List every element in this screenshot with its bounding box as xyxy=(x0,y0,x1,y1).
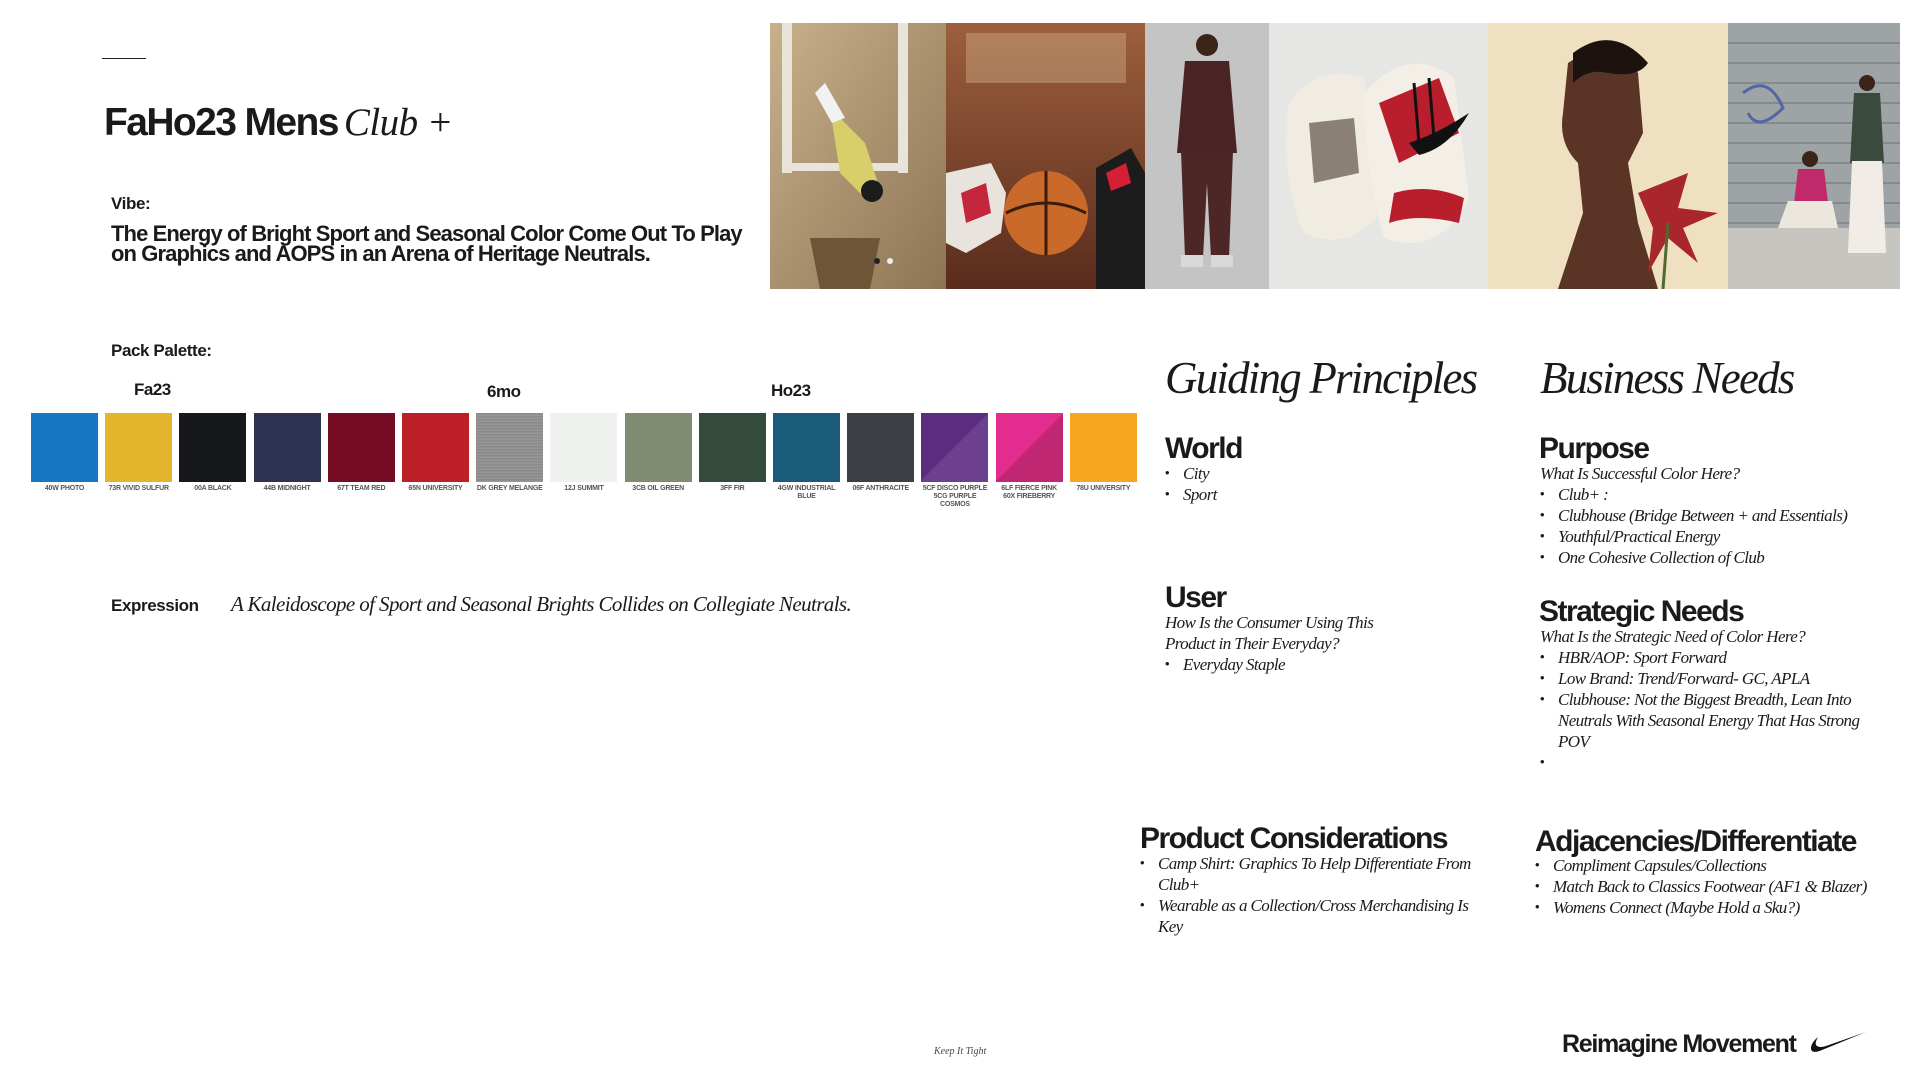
list-item: • Sport xyxy=(1165,484,1465,505)
swatch-label: 00A BLACK xyxy=(194,485,232,492)
list-item: • Clubhouse: Not the Biggest Breadth, Lean Into Neutrals With Seasonal Energy That Has Strong POV xyxy=(1540,689,1890,752)
list-item: • Everyday Staple xyxy=(1165,654,1465,675)
swatch-label: 5CF DISCO PURPLE 5CG PURPLE COSMOS xyxy=(922,485,988,508)
page-title xyxy=(104,100,453,145)
purpose-question: What Is Successful Color Here? xyxy=(1540,464,1740,483)
swatch-label: 12J SUMMIT xyxy=(564,485,604,492)
business-needs-title: Business Needs xyxy=(1540,353,1794,403)
product-considerations-bullets xyxy=(1140,853,1490,937)
list-item: • Compliment Capsules/Collections xyxy=(1535,855,1895,876)
list-item xyxy=(1540,752,1890,773)
list-item: • Womens Connect (Maybe Hold a Sku?) xyxy=(1535,897,1895,918)
pack-palette-label: Pack Palette: xyxy=(111,341,212,360)
color-swatch xyxy=(254,413,321,509)
list-item: • Match Back to Classics Footwear (AF1 & Blazer) xyxy=(1535,876,1895,897)
swatch-label: 67T TEAM RED xyxy=(337,485,386,492)
strategic-needs-bullets xyxy=(1540,647,1890,773)
air-jordan-sneakers-photo xyxy=(1269,23,1488,289)
list-item: • Low Brand: Trend/Forward- GC, APLA xyxy=(1540,668,1890,689)
nike-swoosh-icon xyxy=(1808,1030,1868,1061)
swatch-label: 73R VIVID SULFUR xyxy=(108,485,169,492)
swatch-label: 65N UNIVERSITY xyxy=(408,485,463,492)
season-label-fa23: Fa23 xyxy=(134,380,171,399)
purpose-heading: Purpose xyxy=(1539,432,1649,465)
palette-swatches xyxy=(31,413,1137,509)
swatch-label: 3CB OIL GREEN xyxy=(632,485,684,492)
expression-text: A Kaleidoscope of Sport and Seasonal Brights Collides on Collegiate Neutrals. xyxy=(231,592,852,616)
swatch-chip xyxy=(847,413,914,482)
list-item: • HBR/AOP: Sport Forward xyxy=(1540,647,1890,668)
color-swatch xyxy=(31,413,98,509)
swatch-chip xyxy=(773,413,840,482)
baseball-player-photo xyxy=(770,23,946,289)
swatch-label: 6LF FIERCE PINK 60X FIREBERRY xyxy=(1001,485,1057,500)
guiding-principles-title: Guiding Principles xyxy=(1165,353,1477,403)
color-swatch xyxy=(625,413,692,509)
list-item: • Clubhouse (Bridge Between + and Essentials) xyxy=(1540,505,1900,526)
color-swatch xyxy=(328,413,395,509)
color-swatch xyxy=(550,413,617,509)
footer-note: Keep It Tight xyxy=(934,1046,987,1057)
vibe-text: The Energy of Bright Sport and Seasonal Color Come Out To Play on Graphics and AOPS in an Arena of Heritage Neutrals. xyxy=(111,221,742,266)
color-swatch xyxy=(847,413,914,509)
season-label-ho23: Ho23 xyxy=(771,381,811,400)
purpose-bullets xyxy=(1540,484,1900,568)
swatch-chip xyxy=(996,413,1063,482)
color-swatch xyxy=(402,413,469,509)
strategic-needs-heading: Strategic Needs xyxy=(1539,595,1744,628)
swatch-label: DK GREY MELANGE xyxy=(476,485,543,492)
swatch-label: 06F ANTHRACITE xyxy=(852,485,909,492)
strategic-needs-question: What Is the Strategic Need of Color Here? xyxy=(1540,627,1806,646)
world-heading: World xyxy=(1165,432,1242,465)
swatch-label: 44B MIDNIGHT xyxy=(263,485,311,492)
list-item: • Youthful/Practical Energy xyxy=(1540,526,1900,547)
swatch-chip xyxy=(1070,413,1137,482)
season-label-6mo: 6mo xyxy=(487,382,521,401)
sneakers-basketball-photo xyxy=(946,23,1145,289)
color-swatch xyxy=(1070,413,1137,509)
color-swatch xyxy=(699,413,766,509)
expression-label: Expression xyxy=(111,596,199,615)
world-bullets xyxy=(1165,463,1465,505)
list-item: • Club+ : xyxy=(1540,484,1900,505)
swatch-label: 40W PHOTO xyxy=(44,485,85,492)
list-item: • Wearable as a Collection/Cross Merchandising Is Key xyxy=(1140,895,1490,937)
color-swatch xyxy=(105,413,172,509)
title-main: FaHo23 Mens xyxy=(104,101,338,144)
swatch-chip xyxy=(921,413,988,482)
swatch-chip xyxy=(254,413,321,482)
swatch-chip xyxy=(402,413,469,482)
list-item: • One Cohesive Collection of Club xyxy=(1540,547,1900,568)
street-friends-photo xyxy=(1728,23,1900,289)
swatch-chip xyxy=(699,413,766,482)
product-considerations-heading: Product Considerations xyxy=(1140,822,1448,855)
user-heading: User xyxy=(1165,581,1226,614)
color-swatch xyxy=(996,413,1063,509)
user-bullets xyxy=(1165,654,1465,675)
color-swatch xyxy=(921,413,988,509)
user-question: How Is the Consumer Using This Product in Their Everyday? xyxy=(1165,613,1374,653)
color-swatch xyxy=(773,413,840,509)
swatch-label: 4GW INDUSTRIAL BLUE xyxy=(777,485,836,500)
vibe-label: Vibe: xyxy=(111,194,151,213)
swatch-chip xyxy=(476,413,543,482)
swatch-label: 78U UNIVERSITY xyxy=(1076,485,1131,492)
swatch-chip xyxy=(328,413,395,482)
portrait-flower-photo xyxy=(1488,23,1728,289)
adjacencies-bullets xyxy=(1535,855,1895,918)
title-rule xyxy=(102,58,146,59)
adjacencies-heading: Adjacencies/Differentiate xyxy=(1535,825,1856,858)
list-item: • Camp Shirt: Graphics To Help Differentiate From Club+ xyxy=(1140,853,1490,895)
color-swatch xyxy=(476,413,543,509)
swatch-chip xyxy=(625,413,692,482)
swatch-chip xyxy=(105,413,172,482)
tracksuit-model-photo xyxy=(1145,23,1269,289)
swatch-label: 3FF FIR xyxy=(720,485,745,492)
title-italic: Club + xyxy=(343,101,453,144)
swatch-chip xyxy=(31,413,98,482)
swatch-chip xyxy=(179,413,246,482)
mood-photo-strip xyxy=(770,23,1900,289)
list-item: • City xyxy=(1165,463,1465,484)
swatch-chip xyxy=(550,413,617,482)
brand-tagline: Reimagine Movement xyxy=(1562,1030,1796,1058)
color-swatch xyxy=(179,413,246,509)
